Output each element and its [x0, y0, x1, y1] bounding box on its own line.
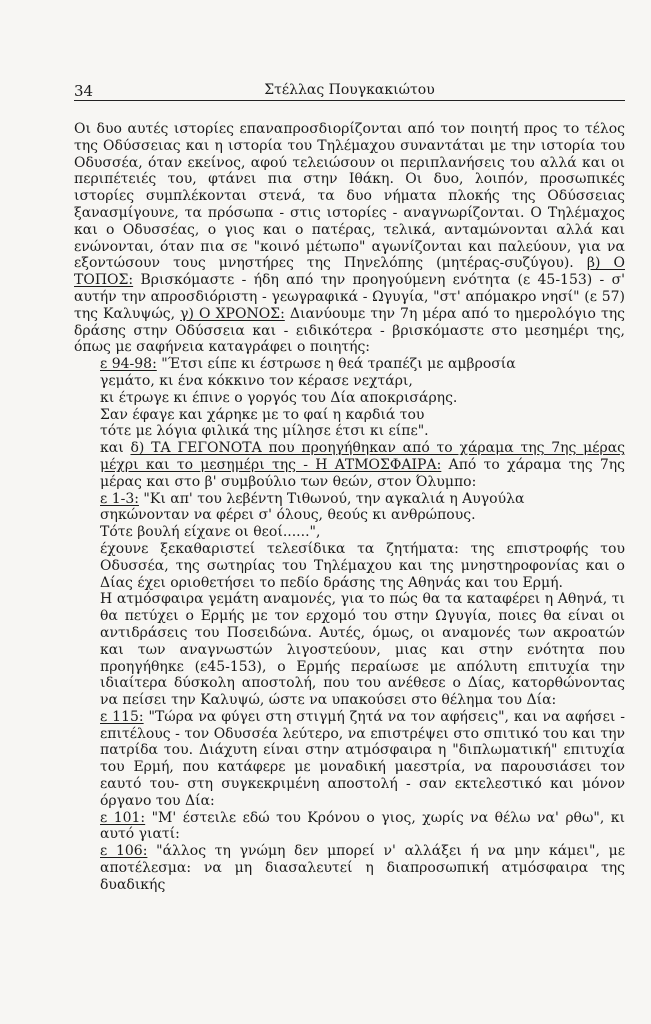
- verse-reference: ε 1-3:: [100, 490, 139, 507]
- paragraph-2: και δ) ΤΑ ΓΕΓΟΝΟΤΑ που προηγήθηκαν από το χάραμα της 7ης μέρας μέχρι και το μεσημέρι της - Η ΑΤΜΟΣΦΑΙΡΑ: Από το χάραμα της 7ης μέρας και στο β' συμβούλιο των θεών, στον Όλυμπο:: [100, 440, 625, 490]
- paragraph-6: ε 101: "Μ' έστειλε εδώ του Κρόνου ο γιος, χωρίς να θέλω να' ρθω", κι αυτό γιατί:: [100, 809, 625, 843]
- verse-reference: ε 94-98:: [100, 356, 157, 373]
- gegonota-heading: δ) ΤΑ ΓΕΓΟΝΟΤΑ που προηγήθηκαν από το χάραμα της 7ης μέρας μέχρι και το μεσημέρι της - Η ΑΤΜΟΣΦΑΙΡΑ:: [100, 440, 625, 473]
- page-number: 34: [74, 82, 94, 100]
- verse-line: σηκώνονταν να φέρει σ' όλους, θεούς κι ανθρώπους.: [100, 507, 476, 524]
- paragraph-2-text: Από το χάραμα της 7ης μέρας και στο β' συμβούλιο των θεών, στον Όλυμπο:: [100, 456, 625, 490]
- verse-line: τότε με λόγια φιλικά της μίλησε έτσι κι είπε".: [100, 423, 429, 440]
- verse-line: Σαν έφαγε και χάρηκε με το φαί η καρδιά του: [100, 406, 425, 423]
- verse-reference: ε 101:: [100, 809, 146, 826]
- paragraph-1-text-b: Βρισκόμαστε - ήδη από την προηγούμενη ενότητα (ε 45-153) - σ' αυτήν την απροσδιόριστη - γεωγραφικά - Ωγυγία, "στ' απόμακρο νησί" (ε 57) της Καλυψώς,: [74, 272, 625, 322]
- page-header: [74, 82, 625, 101]
- paragraph-3: έχουνε ξεκαθαριστεί τελεσίδικα τα ζητήματα: της επιστροφής του Οδυσσέα, της σωτηρίας του Τηλέμαχου και της μνηστηροφονίας και ο Δίας έχει οριοθετήσει το πεδίο δράσης της Αθηνάς και του Ερμή.: [100, 540, 625, 591]
- paragraph-1-text-a: Οι δυο αυτές ιστορίες επαναπροσδιορίζονται από τον ποιητή προς το τέλος της Οδύσσειας και η ιστορία του Τηλέμαχου συναντάται με την ιστορία του Οδυσσέα, όταν εκείνος, αφού τελειώσουν οι περιπλανήσεις του αλλά και οι περιπέτειές του, φτάνει πια στην Ιθάκη. Οι δυο, λοιπόν, προσωπικές ιστορίες συμπλέκονται στενά, τα δυο νήματα πλοκής της Οδύσσειας ξανασμίγουνε, τα πρόσωπα - στις ιστορίες - αναγνωρίζονται. Ο Τηλέμαχος και ο Οδυσσέας, ο γιος και ο πατέρας, τελικά, ανταμώνονται αλλά και ενώνονται, όταν πια σε "κοινό μέτωπο" αγωνίζονται και παλεύουν, για να εξοντώσουν τους μνηστήρες της Πηνελόπης (μητέρας-συζύγου).: [74, 121, 625, 272]
- page-body: [74, 121, 625, 894]
- paragraph-1-text-c: Διανύουμε την 7η μέρα από το ημερολόγιο της δράσης στην Οδύσσεια και - ειδικότερα - βρισκόμαστε στο μεσημέρι της, όπως με σαφήνεια καταγράφει ο ποιητής:: [74, 305, 625, 356]
- paragraph-1: [74, 121, 625, 356]
- verse-quote-1: [74, 356, 625, 440]
- running-title: Στέλλας Πουγκακιώτου: [264, 82, 435, 98]
- verse-line: γεμάτο, κι ένα κόκκινο τον κέρασε νεχτάρι,: [100, 372, 413, 389]
- verse-reference: ε 115:: [100, 708, 144, 725]
- paragraph-4: Η ατμόσφαιρα γεμάτη αναμονές, για το πώς θα τα καταφέρει η Αθηνά, τι θα πετύχει ο Ερμής με τον ερχομό του στην Ωγυγία, ποιες θα είναι οι αντιδράσεις του Ποσειδώνα. Αυτές, όμως, οι αναμονές των ακροατών και των αναγνωστών λιγοστεύουν, μιας και στην ενότητα που προηγήθηκε (ε45-153), ο Ερμής περαίωσε με απόλυτη επιτυχία την ιδιαίτερα δύσκολη αποστολή, που του ανέθεσε ο Δίας, κατορθώνοντας να πείσει την Καλυψώ, ώστε να υπακούσει στο θέλημα του Δία:: [100, 591, 625, 709]
- verse-line: ε 94-98: "Έτσι είπε κι έστρωσε η θεά τραπέζι με αμβροσία: [100, 356, 516, 373]
- verse-line: ε 1-3: "Κι απ' του λεβέντη Τιθωνού, την αγκαλιά η Αυγούλα: [100, 490, 525, 507]
- verse-line: κι έτρωγε κι έπινε ο γοργός του Δία αποκρισάρης.: [100, 389, 458, 406]
- verse-line: Τότε βουλή είχανε οι θεοί......",: [100, 524, 321, 541]
- verse-reference: ε 106:: [100, 843, 148, 860]
- paragraph-5: ε 115: "Τώρα να φύγει στη στιγμή ζητά να τον αφήσεις", και να αφήσει - επιτέλους - τον Οδυσσέα λεύτερο, να επιστρέψει στο σπιτικό του και την πατρίδα του. Διάχυτη είναι στην ατμόσφαιρα η "διπλωματική" επιτυχία του Ερμή, που κατάφερε με μοναδική μαεστρία, να παρουσιάσει τον εαυτό του- στη συγκεκριμένη αποστολή - σαν εκτελεστικό και μόνον όργανο του Δία:: [100, 708, 625, 809]
- paragraph-7: ε 106: "άλλος τη γνώμη δεν μπορεί ν' αλλάξει ή να μην κάμει", με αποτέλεσμα: να μη διασαλευτεί η διαπροσωπική ατμόσφαιρα της δυαδικής: [100, 843, 625, 893]
- topos-heading: β) Ο ΤΟΠΟΣ:: [74, 255, 625, 289]
- verse-quote-2: [74, 491, 625, 541]
- chronos-heading: γ) Ο ΧΡΟΝΟΣ:: [180, 305, 285, 322]
